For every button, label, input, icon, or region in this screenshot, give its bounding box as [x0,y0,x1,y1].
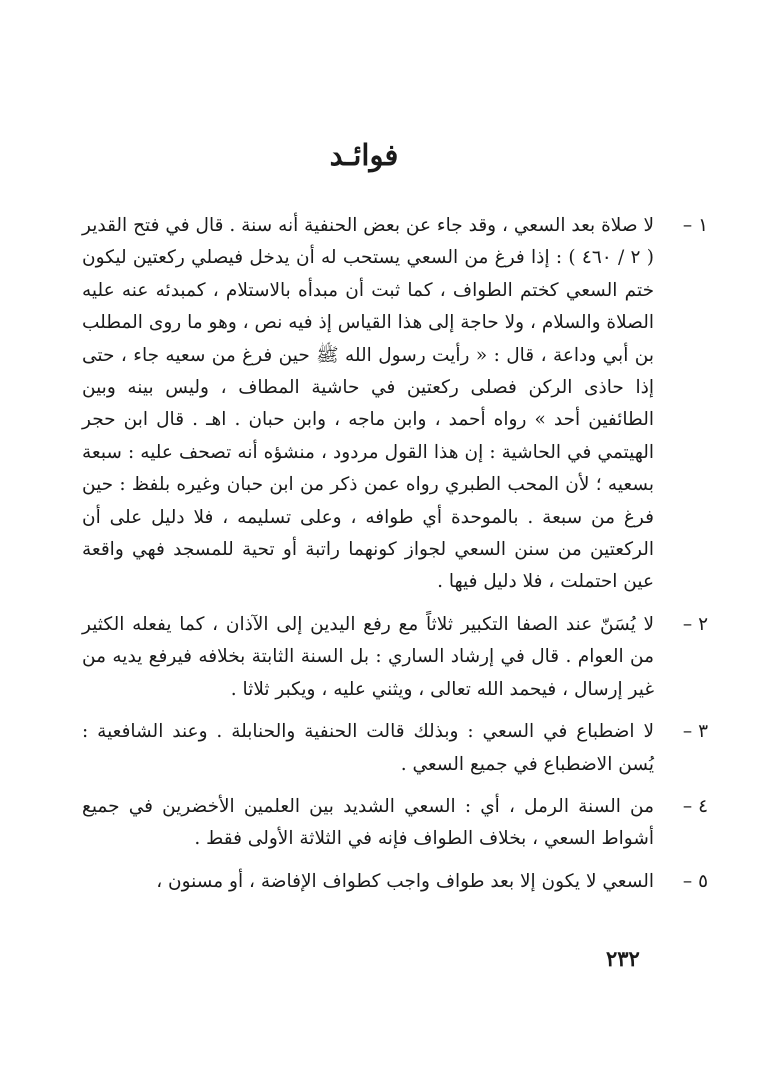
note-5 [82,866,708,898]
note-text: من السنة الرمل ، أي : السعي الشديد بين العلمين الأخضرين في جميع أشواط السعي ، بخلاف الطواف فإنه في الثلاثة الأولى فقط . [82,795,654,850]
note-1 [82,210,708,599]
note-4 [82,791,708,856]
note-text: لا اضطباع في السعي : وبذلك قالت الحنفية والحنابلة . وعند الشافعية : يُسن الاضطباع في جميع السعي . [82,721,654,775]
note-2 [82,609,708,706]
page-title: فوائـد [329,138,399,172]
note-3 [82,716,708,781]
note-text: لا صلاة بعد السعي ، وقد جاء عن بعض الحنفية أنه سنة . قال في فتح القدير ( ٢ / ٤٦٠ ) : إذا فرغ من السعي يستحب له أن يدخل فيصلي ركعتين ليكون ختم السعي كختم الطواف ، كما ثبت أن مبدأه بالاستلام ، كمبدئه عنه عليه الصلاة والسلام ، ولا حاجة إلى هذا القياس إذ فيه نص ، وهو ما روى المطلب بن أبي وداعة ، قال : « رأيت رسول الله ﷺ حين فرغ من سعيه جاء ، حتى إذا حاذى الركن فصلى ركعتين في حاشية المطاف ، وليس بينه وبين الطائفين أحد » رواه أحمد ، وابن ماجه ، وابن حبان . اهـ . قال ابن حجر الهيتمي في الحاشية : إن هذا القول مردود ، منشؤه أنه تصحف عليه : سبعة بسعيه ؛ لأن المحب الطبري رواه عمن ذكر من ابن حبان وغيره بلفظ : حين فرغ من سبعة . بالموحدة أي طوافه ، وعلى تسليمه ، فلا دليل على أن الركعتين من سنن السعي لجواز كونهما راتبة أو تحية للمسجد فهي واقعة عين احتملت ، فلا دليل فيها . [82,215,654,593]
note-number: ٣ – [682,721,708,743]
note-number: ٤ – [682,795,708,817]
note-number: ٢ – [682,613,708,635]
note-text: لا يُسَنّ عند الصفا التكبير ثلاثاً مع رفع اليدين إلى الآذان ، كما يفعله الكثير من العوام . قال في إرشاد الساري : بل السنة الثابتة بخلافه فيرفع يديه من غير إرسال ، فيحمد الله تعالى ، ويثني عليه ، ويكبر ثلاثا . [82,613,654,700]
notes-list [82,210,708,908]
note-number: ٥ – [682,870,708,892]
page-number: ٢٣٢ [606,946,640,971]
note-number: ١ – [682,215,708,236]
note-text: السعي لا يكون إلا بعد طواف واجب كطواف الإفاضة ، أو مسنون ، [156,870,654,892]
